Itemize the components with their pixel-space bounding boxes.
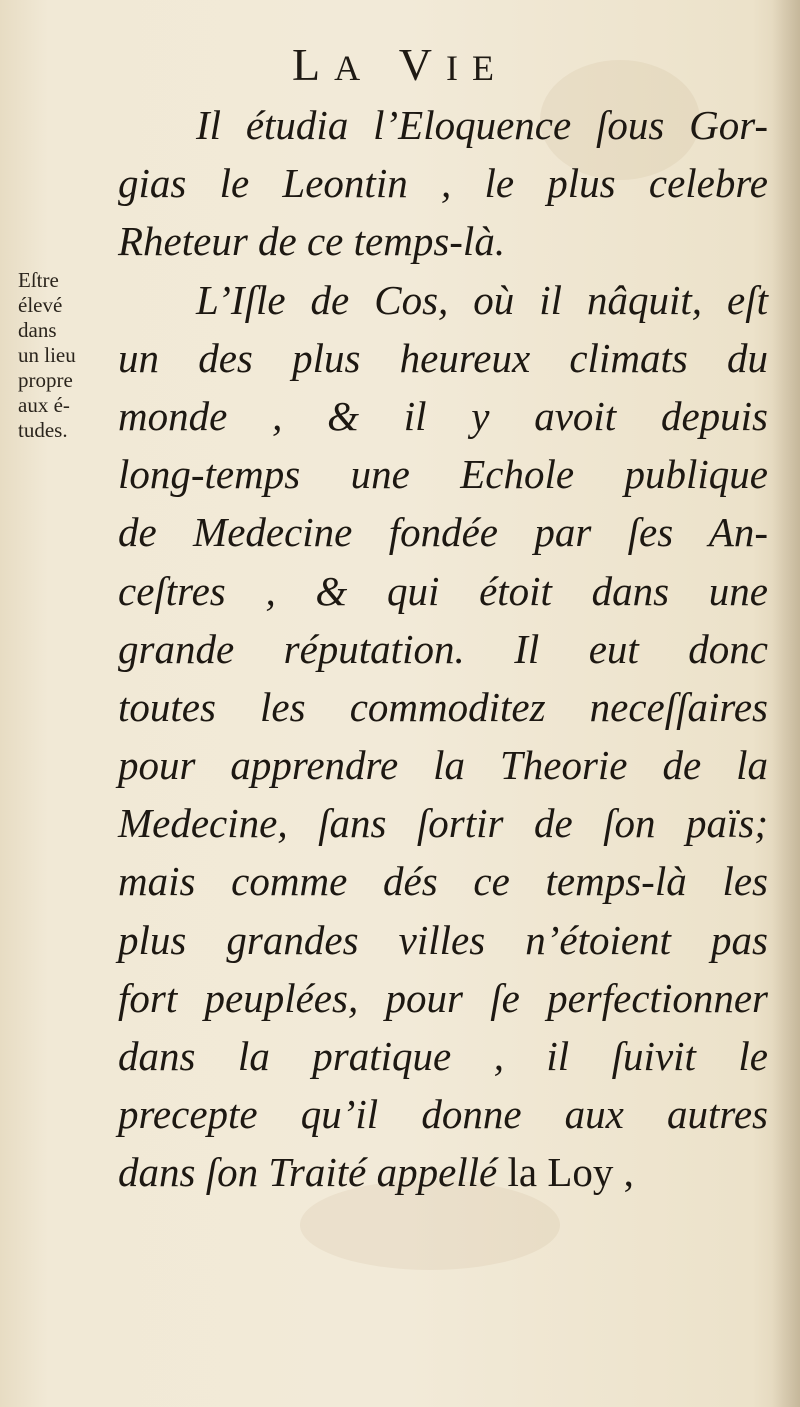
margin-note-line: dans xyxy=(18,318,57,342)
body-line: mais comme dés ce temps-là les xyxy=(118,858,768,905)
body-line-last xyxy=(118,1143,768,1201)
body-line: de Medecine fondée par ſes An- xyxy=(118,509,768,556)
body-text xyxy=(118,96,768,1202)
body-line-last-roman: la Loy , xyxy=(507,1149,634,1196)
body-line: ceſtres , & qui étoit dans une xyxy=(118,567,768,614)
margin-note-line: aux é- xyxy=(18,393,70,417)
body-line: toutes les commoditez neceſſaires xyxy=(118,683,768,730)
body-line: dans la pratique , il ſuivit le xyxy=(118,1033,768,1079)
body-line: L’Iſle de Cos, où il nâquit, eſt xyxy=(196,276,768,323)
body-line: gias le Leontin , le plus celebre xyxy=(118,160,768,207)
body-line: plus grandes villes n’étoient pas xyxy=(118,916,768,963)
body-line: pour apprendre la Theorie de la xyxy=(118,742,768,789)
running-head xyxy=(0,38,800,91)
running-head-initial-2: V xyxy=(398,39,447,90)
body-line: Medecine, ſans ſortir de ſon païs; xyxy=(118,800,768,847)
margin-note-line: tudes. xyxy=(18,418,68,442)
body-line: Rheteur de ce temps-là. xyxy=(118,218,506,265)
body-line: Il étudia l’Eloquence ſous Gor- xyxy=(196,102,768,148)
page-edge-shadow xyxy=(772,0,800,1407)
margin-note xyxy=(18,268,110,443)
running-head-initial-1: L xyxy=(292,39,335,90)
body-line: grande réputation. Il eut donc xyxy=(118,625,768,672)
margin-note-line: propre xyxy=(18,368,73,392)
body-line: monde , & il y avoit depuis xyxy=(118,392,768,439)
running-head-rest-2: IE xyxy=(446,48,508,88)
body-line: un des plus heureux climats du xyxy=(118,334,768,381)
margin-note-line: élevé xyxy=(18,293,63,317)
running-head-rest-1: A xyxy=(334,48,375,88)
body-line: long-temps une Echole publique xyxy=(118,451,768,498)
margin-note-line: Eſtre xyxy=(18,268,59,292)
margin-note-line: un lieu xyxy=(18,343,76,367)
body-line: fort peuplées, pour ſe perfectionner xyxy=(118,974,768,1021)
body-line-last-italic: dans ſon Traité appellé xyxy=(118,1149,498,1196)
body-line: precepte qu’il donne aux autres xyxy=(118,1091,768,1138)
